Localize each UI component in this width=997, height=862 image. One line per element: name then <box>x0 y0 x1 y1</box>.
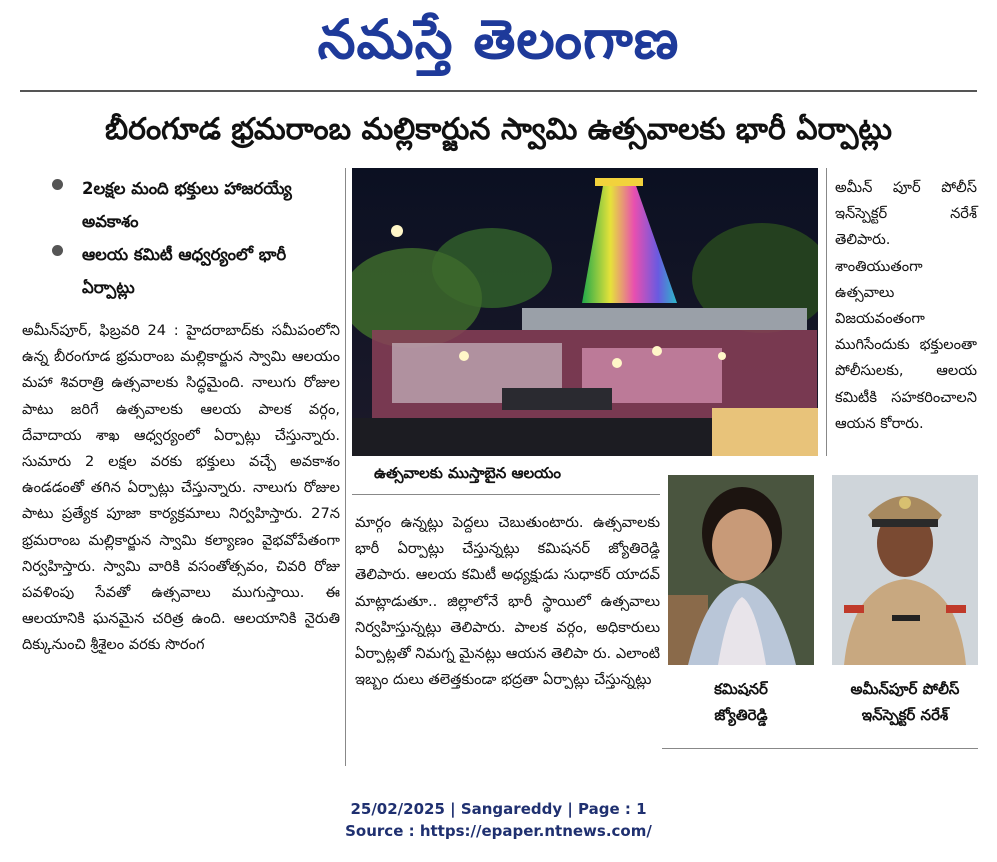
caption-divider <box>352 494 660 495</box>
footer-date-line: 25/02/2025 | Sangareddy | Page : 1 <box>350 800 647 818</box>
bullet-item <box>50 172 330 238</box>
commissioner-photo <box>668 475 814 665</box>
article-headline: బీరంగూడ భ్రమరాంబ మల్లికార్జున స్వామి ఉత్సవాలకు భారీ ఏర్పాట్లు <box>105 112 892 147</box>
newspaper-masthead: నమస్తే తెలంగాణ <box>317 7 680 71</box>
bullet-text: 2లక్షల మంది భక్తులు హాజరయ్యే అవకాశం <box>82 179 292 231</box>
article-column-1 <box>22 318 340 768</box>
bullet-dot-icon <box>52 179 63 190</box>
article-column-3 <box>835 175 977 455</box>
bullet-item <box>50 238 330 304</box>
highlight-bullets <box>50 172 330 304</box>
article-column-2 <box>355 510 660 766</box>
column-text: మార్గం ఉన్నట్లు పెద్దలు చెబుతుంటారు. ఉత్సవాలకు భారీ ఏర్పాట్లు చేస్తున్నట్లు కమిషనర్ జ్యోతిరెడ్డి తెలిపారు. ఆలయ కమిటీ అధ్యక్షుడు సుధాకర్ యాదవ్ మాట్లాడుతూ.. జిల్లాలోనే భారీ స్థాయిలో ఉత్సవాలు నిర్వహిస్తున్నట్లు తెలిపారు. పాలక వర్గం, అధికారులు ఏర్పాట్లతో నిమగ్న మైనట్లు ఆయన తెలిపా రు. ఎలాంటి ఇబ్బం దులు తలెత్తకుండా భద్రతా ఏర్పాట్లు చేస్తున్నట్లు <box>355 514 660 689</box>
temple-photo <box>352 168 818 456</box>
column-divider <box>345 168 346 766</box>
photo-caption: ఉత్సవాలకు ముస్తాబైన ఆలయం <box>374 464 562 482</box>
column-text: అమీన్ పూర్ పోలీస్ ఇన్‌స్పెక్టర్ నరేశ్ తెలిపారు. శాంతియుతంగా ఉత్సవాలు విజయవంతంగా ముగిసేందుకు భక్తులంతా పోలీసులకు, ఆలయ కమిటీకి సహకరించాలని ఆయన కోరారు. <box>835 179 977 432</box>
caption-line: కమిషనర్ <box>714 680 768 698</box>
caption-line: అమీన్‌పూర్ పోలీస్ <box>850 680 960 698</box>
inspector-photo <box>832 475 978 665</box>
inspector-caption <box>818 676 992 728</box>
column-divider <box>826 168 827 456</box>
portrait-inspector <box>832 475 978 665</box>
portrait-commissioner <box>668 475 814 665</box>
commissioner-caption <box>662 676 820 728</box>
bullet-text: ఆలయ కమిటీ ఆధ్వర్యంలో భారీ ఏర్పాట్లు <box>82 245 287 297</box>
column-text: అమీన్‌పూర్, ఫిబ్రవరి 24 : హైదరాబాద్‌కు సమీపంలోని ఉన్న బీరంగూడ భ్రమరాంబ మల్లికార్జున స్వామి ఆలయం మహా శివరాత్రి ఉత్సవాలకు సిద్ధమైంది. నాలుగు రోజుల పాటు జరిగే ఉత్సవాలకు ఆలయ పాలక వర్గం, దేవాదాయ శాఖ ఆధ్వర్యంలో ఏర్పాట్లు చేస్తున్నారు. సుమారు 2 లక్షల వరకు భక్తులు వచ్చే అవకాశం ఉండడంతో తగిన ఏర్పాట్లు చేస్తున్నారు. నాలుగు రోజుల పాటు ప్రత్యేక పూజా కార్యక్రమాలు నిర్వహిస్తారు. 27న భ్రమరాంబ మల్లికార్జున స్వామి కల్యాణం వైభవోపేతంగా నిర్వహిస్తారు. స్వామి వారికి వసంతోత్సవం, చివరి రోజు పవళింపు సేవతో ఉత్సవాలు ముగుస్తాయి. ఈ ఆలయానికి ఘనమైన చరిత్ర ఉంది. ఆలయానికి నైరుతి దిక్కునుంచి శ్రీశైలం వరకు సొరంగ <box>22 322 340 654</box>
masthead-divider <box>20 90 977 92</box>
illuminated-temple-image <box>352 168 818 456</box>
bullet-dot-icon <box>52 245 63 256</box>
footer-source-line: Source : https://epaper.ntnews.com/ <box>345 822 652 840</box>
bottom-divider <box>662 748 978 749</box>
caption-line: జ్యోతిరెడ్డి <box>714 706 768 724</box>
caption-line: ఇన్‌స్పెక్టర్ నరేశ్ <box>861 706 949 724</box>
